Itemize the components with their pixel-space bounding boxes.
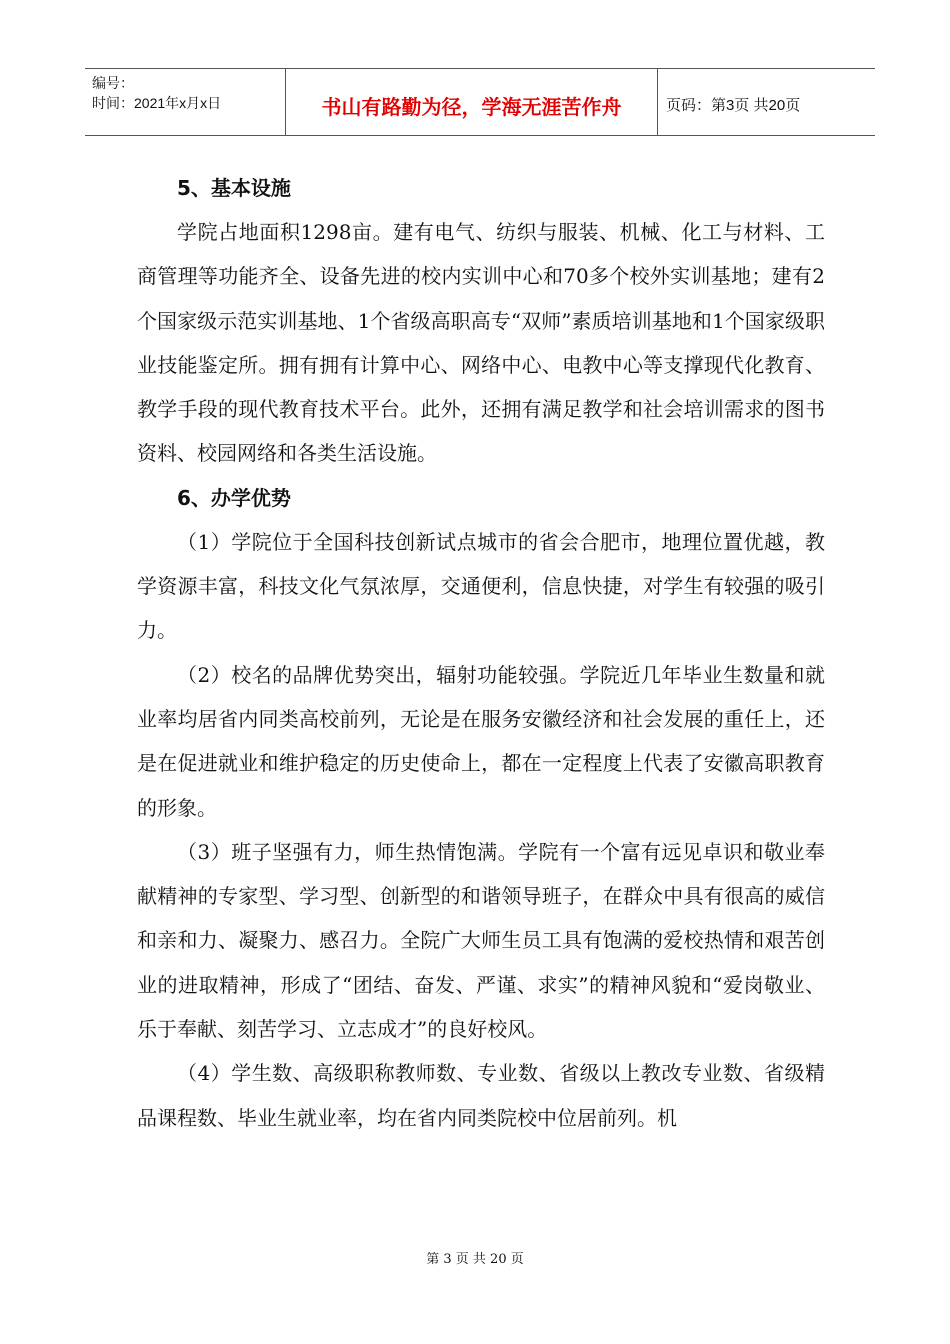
time-label: 时间：2021年x月x日: [92, 95, 222, 111]
header-meta: [85, 69, 286, 135]
paragraph-advantage-4: （4）学生数、高级职称教师数、专业数、省级以上教改专业数、省级精品课程数、毕业生就业率，均在省内同类院校中位居前列。机: [137, 1061, 825, 1130]
paragraph-facilities: 学院占地面积1298亩。建有电气、纺织与服装、机械、化工与材料、工商管理等功能齐全、设备先进的校内实训中心和70多个校外实训基地；建有2个国家级示范实训基地、1个省级高职高专“双师”素质培训基地和1个国家级职业技能鉴定所。拥有拥有计算中心、网络中心、电教中心等支撑现代化教育、教学手段的现代教育技术平台。此外，还拥有满足教学和社会培训需求的图书资料、校园网络和各类生活设施。: [137, 220, 825, 466]
number-label: 编号：: [92, 75, 134, 91]
header-page-info: 页码：第3页 共20页: [666, 96, 801, 114]
paragraph-advantage-1: （1）学院位于全国科技创新试点城市的省会合肥市，地理位置优越，教学资源丰富，科技文化气氛浓厚，交通便利，信息快捷，对学生有较强的吸引力。: [137, 529, 825, 643]
section-title-facilities: 5、基本设施: [177, 176, 291, 200]
page-footer: 第 3 页 共 20 页: [426, 1252, 524, 1267]
paragraph-advantage-3: （3）班子坚强有力，师生热情饱满。学院有一个富有远见卓识和敬业奉献精神的专家型、学习型、创新型的和谐领导班子，在群众中具有很高的威信和亲和力、凝聚力、感召力。全院广大师生员工具有饱满的爱校热情和艰苦创业的进取精神，形成了“团结、奋发、严谨、求实”的精神风貌和“爱岗敬业、乐于奉献、刻苦学习、立志成才”的良好校风。: [137, 839, 825, 1042]
page-header: [85, 68, 875, 136]
document-body: [137, 166, 825, 1140]
section-title-advantages: 6、办学优势: [177, 485, 291, 510]
header-motto: 书山有路勤为径，学海无涯苦作舟: [286, 69, 658, 135]
paragraph-advantage-2: （2）校名的品牌优势突出，辐射功能较强。学院近几年毕业生数量和就业率均居省内同类高校前列，无论是在服务安徽经济和社会发展的重任上，还是在促进就业和维护稳定的历史使命上，都在一定程度上代表了安徽高职教育的形象。: [137, 662, 825, 820]
